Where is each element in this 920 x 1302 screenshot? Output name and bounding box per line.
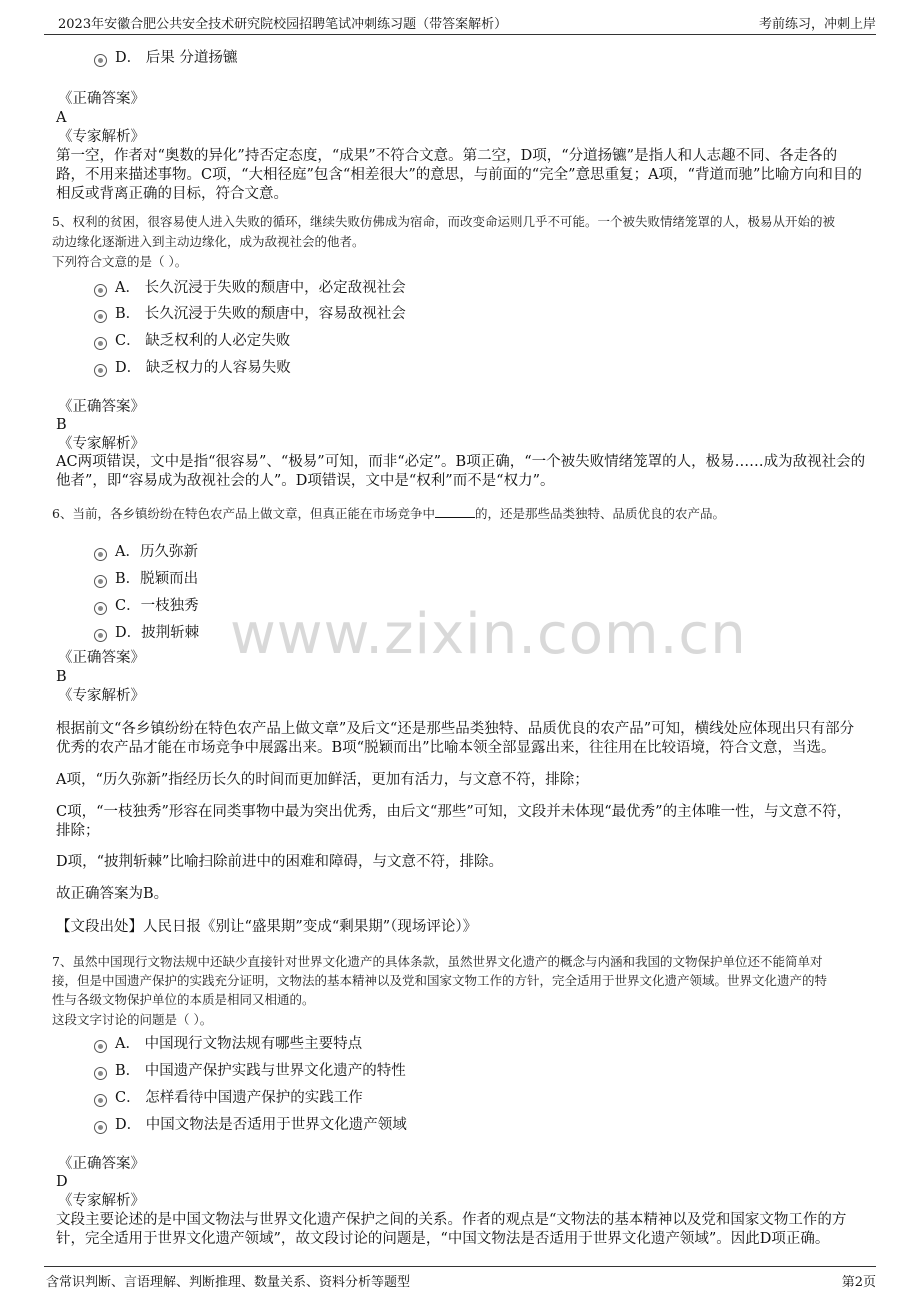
analysis-line: 排除； [56,823,100,839]
watermark: www.zixin.com.cn [230,602,747,667]
radio-icon[interactable] [94,1094,107,1107]
answer-label: 《正确答案》 [58,399,145,415]
analysis-label: 《专家解析》 [58,1193,145,1209]
radio-icon[interactable] [94,602,107,615]
header-slogan: 考前练习，冲刺上岸 [758,17,876,32]
analysis-conclusion: 故正确答案为B。 [56,886,169,902]
radio-icon[interactable] [94,284,107,297]
question-prompt: 下列符合文意的是（ ）。 [52,254,188,269]
analysis-line: 针，完全适用于世界文化遗产领域”，故文段讨论的问题是，“中国文物法是否适用于世界文化遗产领域”。因此D项正确。 [56,1231,830,1247]
analysis-line: D项，“披荆斩棘”比喻扫除前进中的困难和障碍，与文意不符，排除。 [56,854,503,870]
source-note: 【文段出处】人民日报《别让“盛果期”变成“剩果期”（现场评论）》 [56,919,478,935]
radio-icon[interactable] [94,310,107,323]
option-b[interactable]: B． 中国遗产保护实践与世界文化遗产的特性 [94,1059,406,1080]
question-stem: 动边缘化逐渐进入到主动边缘化，成为敌视社会的他者。 [52,234,365,249]
answer-value: B [56,669,67,685]
radio-icon[interactable] [94,54,107,67]
option-c[interactable]: C．一枝独秀 [94,594,199,615]
prev-option-d[interactable]: D． 后果 分道扬镳 [94,46,237,67]
analysis-label: 《专家解析》 [58,129,145,145]
option-c[interactable]: C． 怎样看待中国遗产保护的实践工作 [94,1086,363,1107]
question-stem: 6、当前，各乡镇纷纷在特色农产品上做文章，但真正能在市场竞争中 的，还是那些品类独特、品质优良的农产品。 [52,506,725,521]
option-b[interactable]: B． 长久沉浸于失败的颓唐中，容易敌视社会 [94,302,406,323]
option-a[interactable]: A．历久弥新 [94,540,198,561]
question-prompt: 这段文字讨论的问题是（ ）。 [52,1012,213,1027]
question-stem: 接，但是中国遗产保护的实践充分证明，文物法的基本精神以及党和国家文物工作的方针，完全适用于世界文化遗产领域。世界文化遗产的特 [52,973,828,988]
analysis-label: 《专家解析》 [58,436,145,452]
radio-icon[interactable] [94,1040,107,1053]
page-header [0,0,920,36]
option-a[interactable]: A． 长久沉浸于失败的颓唐中，必定敌视社会 [94,276,406,297]
footer-note: 含常识判断、言语理解、判断推理、数量关系、资料分析等题型 [46,1275,411,1290]
answer-label: 《正确答案》 [58,1156,145,1172]
fill-blank [435,517,475,518]
analysis-line: 文段主要论述的是中国文物法与世界文化遗产保护之间的关系。作者的观点是“文物法的基本精神以及党和国家文物工作的方 [56,1212,847,1228]
question-stem: 5、权利的贫困，很容易使人进入失败的循环，继续失败仿佛成为宿命，而改变命运则几乎不可能。一个被失败情绪笼罩的人，极易从开始的被 [52,214,835,229]
analysis-label: 《专家解析》 [58,688,145,704]
answer-label: 《正确答案》 [58,91,145,107]
radio-icon[interactable] [94,548,107,561]
option-b[interactable]: B．脱颖而出 [94,567,198,588]
option-d[interactable]: D． 中国文物法是否适用于世界文化遗产领域 [94,1113,407,1134]
analysis-line: 根据前文“各乡镇纷纷在特色农产品上做文章”及后文“还是那些品类独特、品质优良的农产品”可知，横线处应体现出只有部分 [56,721,855,737]
radio-icon[interactable] [94,575,107,588]
option-c[interactable]: C． 缺乏权利的人必定失败 [94,329,290,350]
analysis-line: AC两项错误，文中是指“很容易”、“极易”可知，而非“必定”。B项正确，“一个被失败情绪笼罩的人，极易……成为敌视社会的 [56,454,866,470]
option-d[interactable]: D． 缺乏权力的人容易失败 [94,356,291,377]
question-stem: 7、虽然中国现行文物法规中还缺少直接针对世界文化遗产的具体条款，虽然世界文化遗产的概念与内涵和我国的文物保护单位还不能简单对 [52,954,823,969]
answer-label: 《正确答案》 [58,650,145,666]
analysis-line: 他者”，即“容易成为敌视社会的人”。D项错误，文中是“权利”而不是“权力”。 [56,473,555,489]
header-divider [44,34,876,35]
header-title: 2023年安徽合肥公共安全技术研究院校园招聘笔试冲刺练习题（带答案解析） [58,17,508,32]
answer-value: A [56,110,67,126]
question-stem: 性与各级文物保护单位的本质是相同又相通的。 [52,992,315,1007]
page-number: 第2页 [841,1275,876,1290]
radio-icon[interactable] [94,337,107,350]
analysis-line: 相反或背离正确的目标，符合文意。 [56,186,288,202]
analysis-line: 路，不用来描述事物。C项，“大相径庭”包含“相差很大”的意思，与前面的“完全”意思重复；A项，“背道而驰”比喻方向和目的 [56,167,862,183]
answer-value: D [56,1174,68,1190]
answer-value: B [56,417,67,433]
radio-icon[interactable] [94,1121,107,1134]
analysis-line: 优秀的农产品才能在市场竞争中展露出来。B项“脱颖而出”比喻本领全部显露出来，往往用在比较语境，符合文意，当选。 [56,740,836,756]
analysis-line: 第一空，作者对“奥数的异化”持否定态度，“成果”不符合文意。第二空，D项，“分道扬镳”是指人和人志趣不同、各走各的 [56,148,838,164]
analysis-line: A项，“历久弥新”指经历长久的时间而更加鲜活，更加有活力，与文意不符，排除； [56,772,589,788]
radio-icon[interactable] [94,364,107,377]
radio-icon[interactable] [94,1067,107,1080]
analysis-line: C项，“一枝独秀”形容在同类事物中最为突出优秀，由后文“那些”可知，文段并未体现“最优秀”的主体唯一性，与文意不符， [56,804,852,820]
option-d[interactable]: D．披荆斩棘 [94,621,199,642]
radio-icon[interactable] [94,629,107,642]
option-a[interactable]: A． 中国现行文物法规有哪些主要特点 [94,1032,362,1053]
footer-divider [44,1266,876,1267]
